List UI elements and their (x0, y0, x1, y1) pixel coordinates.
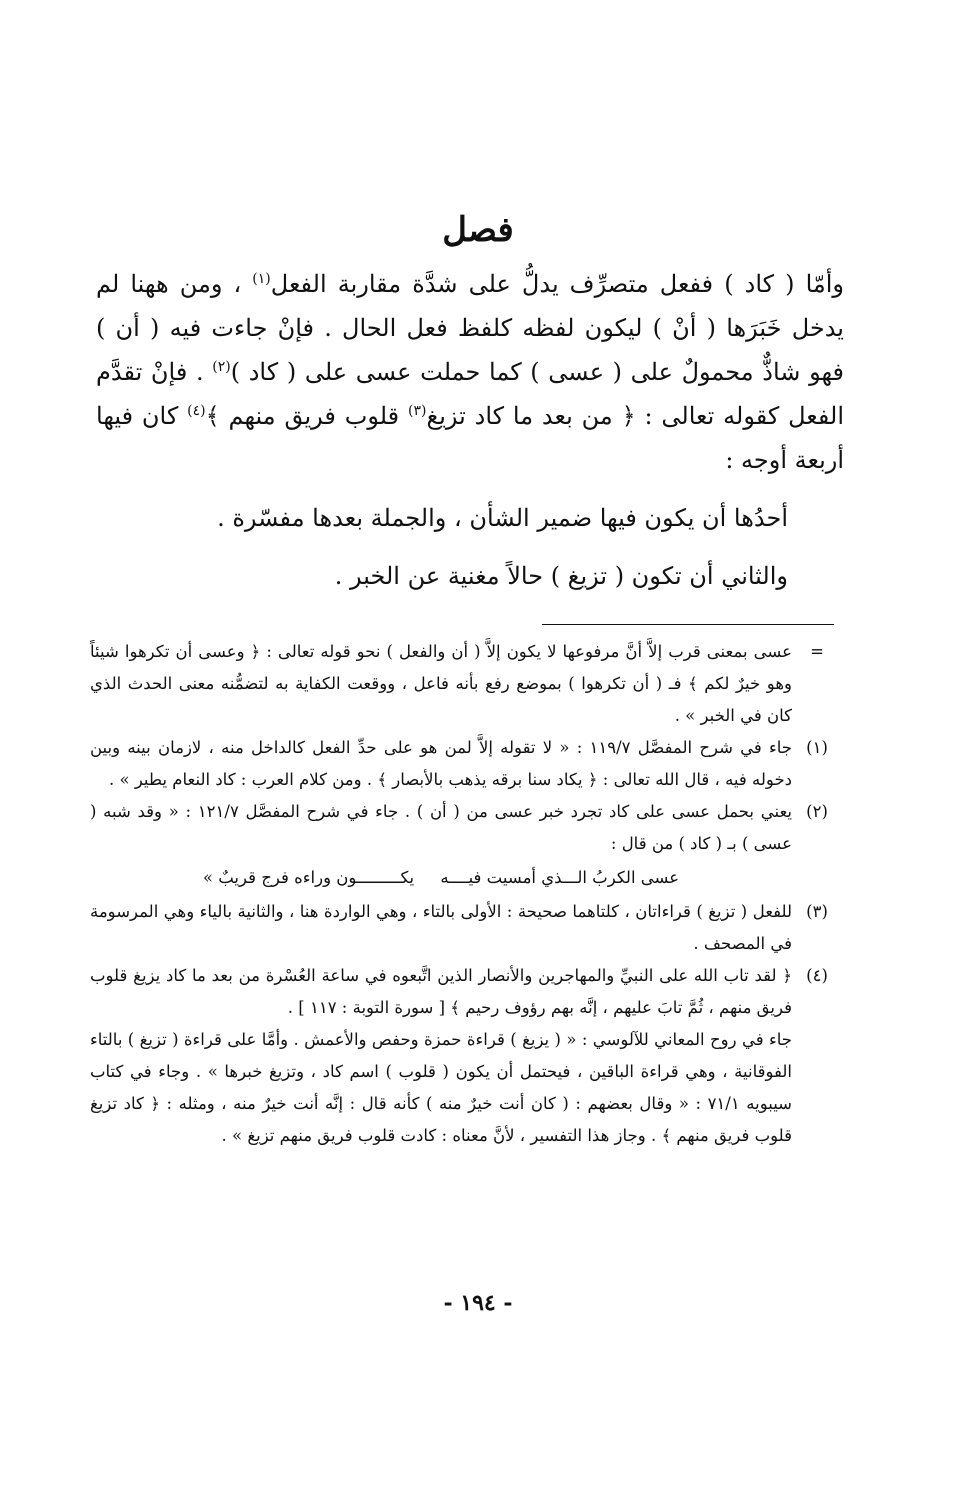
footnote-ref-2[interactable]: (٢) (212, 359, 231, 375)
footnote-ref-4[interactable]: (٤) (187, 403, 206, 419)
footnote-ref-3[interactable]: (٣) (407, 403, 427, 419)
footnote-divider (542, 624, 834, 625)
footnote-number: (٢) (806, 802, 828, 821)
page-number: - ١٩٤ - (443, 1290, 513, 1316)
poetry-verse (90, 860, 792, 896)
main-paragraph-2: أحدُها أن يكون فيها ضمير الشأن ، والجملة بعدها مفسّرة . (217, 504, 788, 532)
footnotes (90, 636, 842, 1152)
para1-text-5: كان فيها أربعة أوجه : (96, 402, 844, 474)
footnote-text: عسى بمعنى قرب إلاَّ أنَّ مرفوعها لا يكون إلاَّ ( أن والفعل ) نحو قوله تعالى : ﴿ وعسى أن تكرهوا شيئاً وهو خيرٌ لكم ﴾ فـ ( أن تكرهوا ) بموضع رفع بأنه فاعل ، ووقعت الكفاية به لتضمُّنه معنى الحدث الذي كان في الخبر » . (90, 642, 792, 725)
footnote-number: = (810, 642, 824, 661)
footnote-ref-1[interactable]: (١) (252, 271, 271, 287)
footnote-body (90, 796, 792, 896)
footnote-text-quran: ﴿ لقد تاب الله على النبيِّ والمهاجرين والأنصار الذين اتَّبعوه في ساعة العُسْرة من بعد ما كاد يزيغ قلوب فريق منهم ، ثُمَّ تابَ عليهم ، إنَّه بهم رؤوف رحيم ﴾ [ سورة التوبة : ١١٧ ] . (90, 966, 792, 1017)
footnote-continued (90, 636, 842, 732)
footnote-number: (٣) (806, 902, 828, 921)
footnote-2 (90, 796, 842, 896)
footnote-body (90, 960, 792, 1152)
footnote-1 (90, 732, 842, 796)
para1-text-4: قلوب فريق منهم ﴾ (205, 402, 408, 430)
main-text (96, 262, 844, 598)
footnote-text-commentary: جاء في روح المعاني للآلوسي : « ( يزيغ ) قراءة حمزة وحفص والأعمش . وأمَّا على قراءة ( تزيغ ) بالتاء الفوقانية ، وهي قراءة الباقين ، فيحتمل أن يكون ( قلوب ) اسم كاد ، وتزيغ خبرها » . وجاء في كتاب سيبويه ٧١/١ : « وقال بعضهم : ( كان أنت خيرٌ منه ) كأنه قال : إنَّه أنت خيرٌ منه ، ومثله : ﴿ كاد تزيغ قلوب فريق منهم ﴾ . وجاز هذا التفسير ، لأنَّ معناه : كادت قلوب فريق منهم تزيغ » . (90, 1030, 792, 1145)
footnote-3 (90, 896, 842, 960)
verse-first-hemistich: عسى الكربُ الـــذي أمسيت فيــــه (440, 868, 680, 887)
verse-second-hemistich: يكـــــــــون وراءه فرج قريبٌ » (202, 868, 415, 887)
para1-text-3: . فإنْ تقدَّم الفعل كقوله تعالى : ﴿ من بعد ما كاد تزيغ (96, 358, 845, 430)
footnote-number: (١) (806, 738, 828, 757)
footnote-4 (90, 960, 842, 1152)
footnote-number: (٤) (806, 966, 828, 985)
footnote-text: للفعل ( تزيغ ) قراءاتان ، كلتاهما صحيحة : الأولى بالتاء ، وهي الواردة هنا ، والثانية بالياء وهي المرسومة في المصحف . (90, 902, 792, 953)
section-title: فصل (442, 210, 514, 250)
main-paragraph-1 (96, 262, 844, 482)
main-paragraph-3: والثاني أن تكون ( تزيغ ) حالاً مغنية عن الخبر . (334, 562, 788, 590)
footnote-text: جاء في شرح المفصَّل ١١٩/٧ : « لا تقوله إلاَّ لمن هو على حدِّ الفعل كالداخل منه ، لازمان بينه وبين دخوله فيه ، قال الله تعالى : ﴿ يكاد سنا برقه يذهب بالأبصار ﴾ . ومن كلام العرب : كاد النعام يطير » . (90, 738, 792, 789)
para1-text-2: ، ومن ههنا لم يدخل خَبَرَها ( أنْ ) ليكون لفظه كلفظ فعل الحال . فإنْ جاءت فيه ( أن ) فهو شاذٌّ محمولٌ على ( عسى ) كما حملت عسى على ( كاد ) (96, 270, 845, 386)
para1-text-1: وأمّا ( كاد ) ففعل متصرِّف يدلُّ على شدَّة مقاربة الفعل (270, 270, 844, 298)
footnote-text: يعني بحمل عسى على كاد تجرد خبر عسى من ( أن ) . جاء في شرح المفصَّل ١٢١/٧ : « وقد شبه ( عسى ) بـ ( كاد ) من قال : (90, 802, 793, 853)
